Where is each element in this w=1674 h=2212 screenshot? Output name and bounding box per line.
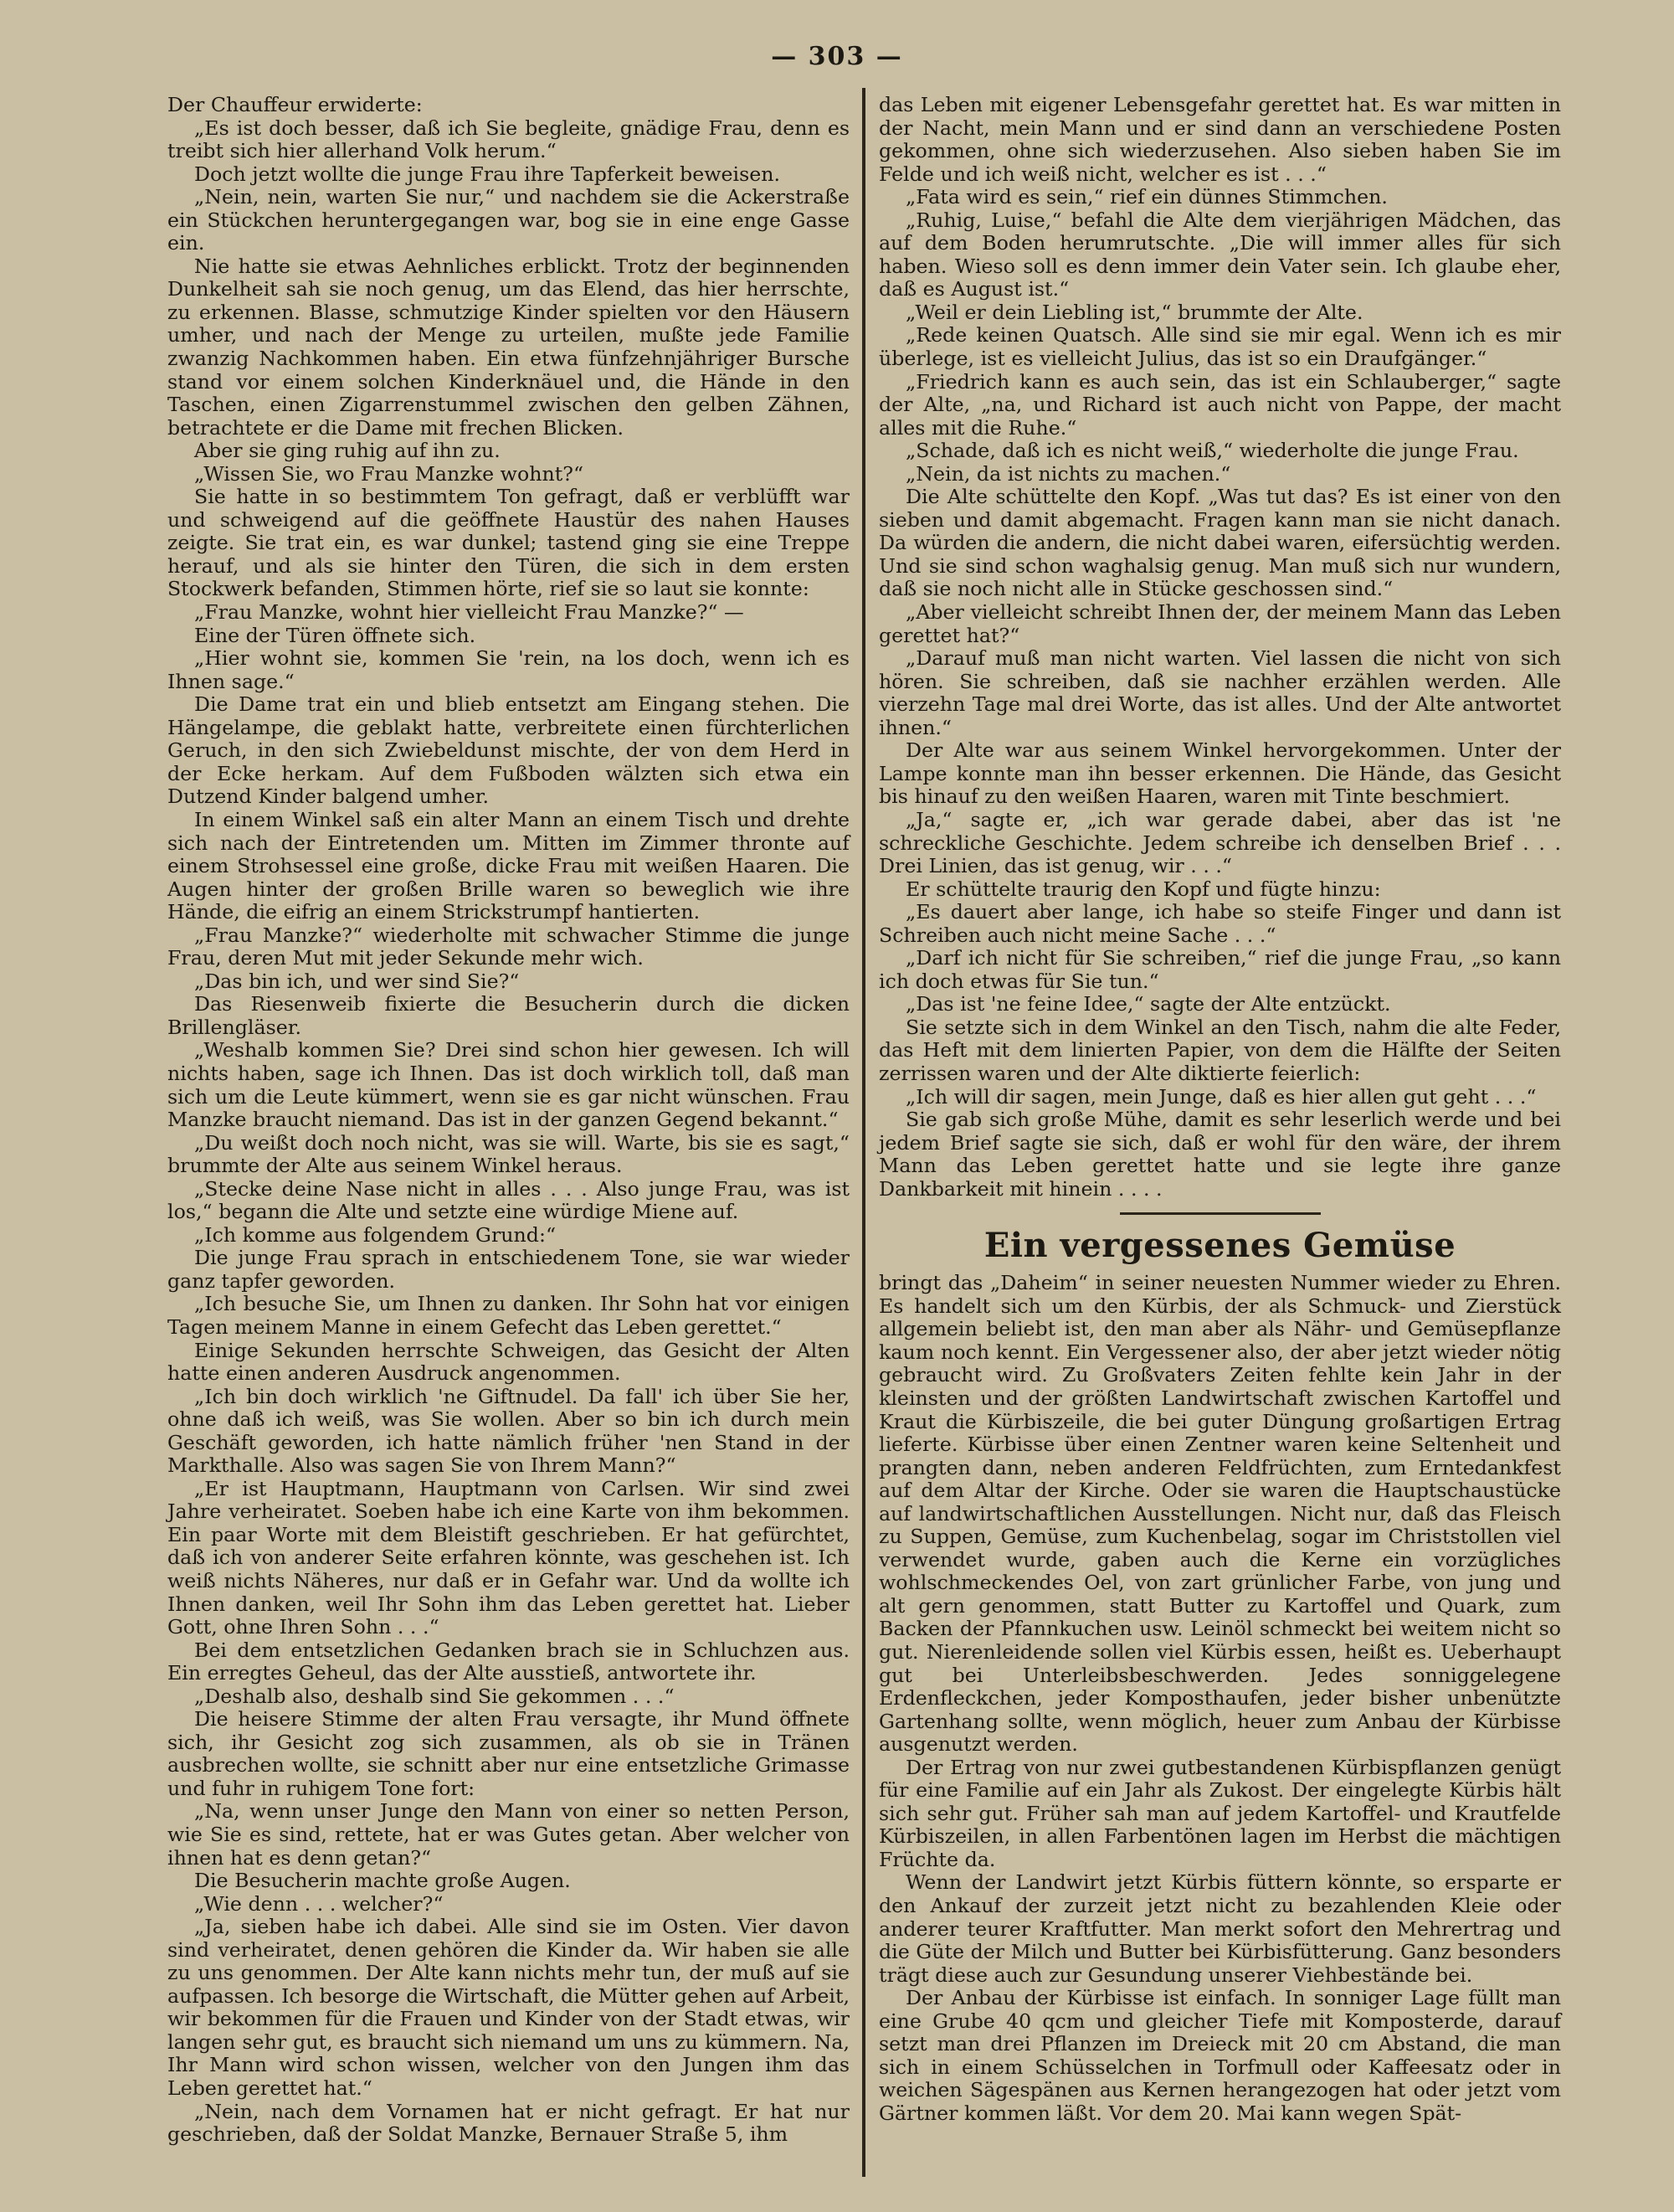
story-paragraph: „Ich komme aus folgendem Grund:“ [194,1222,557,1247]
story-paragraph: „Aber vielleicht schreibt Ihnen der, der meinem Mann das Leben gerettet hat?“ [879,600,1561,647]
story-paragraph: „Nein, nein, warten Sie nur,“ und nachdem sie die Ackerstraße ein Stückchen heruntergegangen war, bog sie in eine enge Gasse ein. [167,185,850,255]
story-paragraph: Nie hatte sie etwas Aehnliches erblickt. Trotz der beginnenden Dunkelheit sah sie noch genug, um das Elend, das hier herrschte, zu erkennen. Blasse, schmutzige Kinder spielten vor den Häusern umher, und nach der Menge zu urteilen, mußte jede Familie zwanzig Nachkommen haben. Ein etwa fünfzehnjähriger Bursche stand vor einem solchen Kinderknäuel und, die Hände in den Taschen, einen Zigarrenstummel zwischen den gelben Zähnen, betrachtete er die Dame mit frechen Blicken. [167,254,850,440]
story-paragraph: Die Alte schüttelte den Kopf. „Was tut das? Es ist einer von den sieben und damit abgemacht. Fragen kann man sie nicht danach. Da würden die andern, die nicht dabei waren, eifersüchtig werden. Und sie sind schon waghalsig genug. Man muß sich nur wundern, daß sie noch nicht alle in Stücke geschossen sind.“ [879,485,1561,601]
story-paragraph: Einige Sekunden herrschte Schweigen, das Gesicht der Alten hatte einen anderen Ausdruck angenommen. [167,1338,850,1386]
story-continuation [879,94,1561,1201]
story-paragraph: Er schüttelte traurig den Kopf und fügte hinzu: [906,877,1381,901]
section-separator [1120,1212,1321,1215]
article-paragraph: Wenn der Landwirt jetzt Kürbis füttern könnte, so ersparte er den Ankauf der zurzeit jetzt nicht zu bezahlenden Kleie oder anderer teurer Kraftfutter. Man merkt sofort den Mehrertrag und die Güte der Milch und Butter bei Kürbisfütterung. Ganz besonders trägt diese auch zur Gesundung unserer Viehbestände bei. [879,1870,1561,1987]
story-paragraph: „Stecke deine Nase nicht in alles . . . Also junge Frau, was ist los,“ begann die Alte und setzte eine würdige Miene auf. [167,1176,850,1224]
story-paragraph: „Es dauert aber lange, ich habe so steife Finger und dann ist Schreiben auch nicht meine Sache . . .“ [879,900,1561,947]
story-column-left [167,94,850,2147]
story-paragraph: „Weshalb kommen Sie? Drei sind schon hier gewesen. Ich will nichts haben, sage ich Ihnen. Das ist doch wirklich toll, daß man sich um die Leute kümmert, wenn sie es gar nicht wünschen. Frau Manzke braucht niemand. Das ist in der ganzen Gegend bekannt.“ [167,1038,850,1132]
story-paragraph: „Wie denn . . . welcher?“ [194,1891,444,1916]
story-paragraph: „Nein, nach dem Vornamen hat er nicht gefragt. Er hat nur geschrieben, daß der Soldat Manzke, Bernauer Straße 5, ihm [167,2099,850,2147]
article-headline: Ein vergessenes Gemüse [983,1226,1456,1266]
story-paragraph: Bei dem entsetzlichen Gedanken brach sie in Schluchzen aus. Ein erregtes Geheul, das der Alte ausstieß, antwortete ihr. [167,1638,850,1685]
story-paragraph: „Er ist Hauptmann, Hauptmann von Carlsen. Wir sind zwei Jahre verheiratet. Soeben habe ich eine Karte von ihm bekommen. Ein paar Worte mit dem Bleistift geschrieben. Er hat gefürchtet, daß ich von anderer Seite erfahren könnte, was geschehen ist. Ich weiß nichts Näheres, nur daß er in Gefahr war. Und da wollte ich Ihnen danken, weil Ihr Sohn ihm das Leben gerettet hat. Lieber Gott, ohne Ihren Sohn . . .“ [167,1476,850,1639]
story-paragraph: „Ja, sieben habe ich dabei. Alle sind sie im Osten. Vier davon sind verheiratet, denen gehören die Kinder da. Wir haben sie alle zu uns genommen. Der Alte kann nichts mehr tun, der muß auf sie aufpassen. Ich besorge die Wirtschaft, die Mütter gehen auf Arbeit, wir bekommen für die Frauen und Kinder von der Stadt etwas, wir langen sehr gut, es braucht sich niemand um uns zu kümmern. Na, Ihr Mann wird schon wissen, welcher von den Jungen ihm das Leben gerettet hat.“ [167,1915,850,2101]
story-paragraph: Der Alte war aus seinem Winkel hervorgekommen. Unter der Lampe konnte man ihn besser erkennen. Die Hände, das Gesicht bis hinauf zu den weißen Haaren, waren mit Tinte beschmiert. [879,738,1561,809]
story-paragraph: „Schade, daß ich es nicht weiß,“ wiederholte die junge Frau. [906,439,1519,463]
page-number: — 303 — [771,42,903,71]
story-paragraph: „Du weißt doch noch nicht, was sie will. Warte, bis sie es sagt,“ brummte der Alte aus seinem Winkel heraus. [167,1130,850,1178]
story-paragraph: Aber sie ging ruhig auf ihn zu. [194,439,501,463]
story-column-right [879,94,1561,2125]
column-rule [862,88,865,2177]
story-paragraph: „Wissen Sie, wo Frau Manzke wohnt?“ [194,461,584,486]
story-paragraph: Sie hatte in so bestimmtem Ton gefragt, daß er verblüfft war und schweigend auf die geöffnete Haustür des nahen Hauses zeigte. Sie trat ein, es war dunkel; tastend ging sie eine Treppe herauf, und als sie hinter den Türen, die sich in dem ersten Stockwerk befanden, Stimmen hörte, rief sie so laut sie konnte: [167,485,850,601]
story-paragraph: Die Dame trat ein und blieb entsetzt am Eingang stehen. Die Hängelampe, die geblakt hatte, verbreitete einen fürchterlichen Geruch, in den sich Zwiebeldunst mischte, der von dem Herd in der Ecke herkam. Auf dem Fußboden wälzten sich etwa ein Dutzend Kinder balgend umher. [167,692,850,809]
story-paragraph: „Ich bin doch wirklich 'ne Giftnudel. Da fall' ich über Sie her, ohne daß ich weiß, was Sie wollen. Aber so bin ich durch mein Geschäft geworden, ich hatte nämlich früher 'nen Stand in der Markthalle. Also was sagen Sie von Ihrem Mann?“ [167,1384,850,1478]
article-paragraph: bringt das „Daheim“ in seiner neuesten Nummer wieder zu Ehren. Es handelt sich um den Kürbis, der als Schmuck- und Zierstück allgemein beliebt ist, den man aber als Nähr- und Gemüsepflanze kaum noch kennt. Ein Vergessener also, der aber jetzt wieder nötig gebraucht wird. Zu Großvaters Zeiten fehlte kein Jahr in der kleinsten und der größten Landwirtschaft zwischen Kartoffel und Kraut die Kürbiszeile, die bei guter Düngung großartigen Ertrag lieferte. Kürbisse über einen Zentner waren keine Seltenheit und prangten dann, neben anderen Feldfrüchten, zum Erntedankfest auf dem Altar der Kirche. Oder sie waren die Hauptschaustücke auf landwirtschaftlichen Ausstellungen. Nicht nur, daß das Fleisch zu Suppen, Gemüse, zum Kuchenbelag, sogar im Christstollen viel verwendet wurde, gaben auch die Kerne ein vorzügliches wohlschmeckendes Oel, von zart grünlicher Farbe, von jung und alt gern genommen, statt Butter zu Kartoffel und Quark, zum Backen der Pfannkuchen usw. Leinöl schmeckt bei weitem nicht so gut. Nierenleidende sollen viel Kürbis essen, heißt es. Ueberhaupt gut bei Unterleibsbeschwerden. Jedes sonniggelegene Erdenfleckchen, jeder Komposthaufen, jeder bisher unbenützte Gartenhang sollte, wenn möglich, heuer zum Anbau der Kürbisse ausgenutzt werden. [879,1271,1561,1757]
story-paragraph: „Frau Manzke, wohnt hier vielleicht Frau Manzke?“ — [194,600,744,625]
story-paragraph: „Darf ich nicht für Sie schreiben,“ rief die junge Frau, „so kann ich doch etwas für Sie tun.“ [879,946,1561,993]
story-paragraph: „Deshalb also, deshalb sind Sie gekommen . . .“ [194,1684,675,1708]
story-paragraph: Eine der Türen öffnete sich. [194,623,476,647]
story-paragraph: „Rede keinen Quatsch. Alle sind sie mir egal. Wenn ich es mir überlege, ist es vielleicht Julius, das ist so ein Draufgänger.“ [879,323,1561,371]
story-paragraph: „Fata wird es sein,“ rief ein dünnes Stimmchen. [906,185,1388,209]
story-paragraph: „Nein, da ist nichts zu machen.“ [906,461,1231,486]
story-paragraph: Sie setzte sich in dem Winkel an den Tisch, nahm die alte Feder, das Heft mit dem linierten Papier, von dem die Hälfte der Seiten zerrissen waren und der Alte diktierte feierlich: [879,1015,1561,1085]
story-paragraph: Die heisere Stimme der alten Frau versagte, ihr Mund öffnete sich, ihr Gesicht zog sich zusammen, als ob sie in Tränen ausbrechen wollte, sie schnitt aber nur eine entsetzliche Grimasse und fuhr in ruhigem Tone fort: [167,1707,850,1800]
story-paragraph: Doch jetzt wollte die junge Frau ihre Tapferkeit beweisen. [194,162,781,186]
article-body [879,1272,1561,2125]
story-paragraph: Sie gab sich große Mühe, damit es sehr leserlich werde und bei jedem Brief sagte sie sich, daß er wohl für den wäre, der ihrem Mann das Leben gerettet hatte und sie legte ihre ganze Dankbarkeit mit hinein . . . . [879,1108,1561,1201]
article-paragraph: Der Ertrag von nur zwei gutbestandenen Kürbispflanzen genügt für eine Familie auf ein Jahr als Zukost. Der eingelegte Kürbis hält sich sehr gut. Früher sah man auf jedem Kartoffel- und Krautfelde Kürbiszeilen, in allen Farbentönen lagen im Herbst die mächtigen Früchte da. [879,1755,1561,1871]
story-paragraph: „Ich besuche Sie, um Ihnen zu danken. Ihr Sohn hat vor einigen Tagen meinem Manne in einem Gefecht das Leben gerettet.“ [167,1292,850,1339]
story-paragraph: „Es ist doch besser, daß ich Sie begleite, gnädige Frau, denn es treibt sich hier allerhand Volk herum.“ [167,116,850,163]
story-paragraph: „Das bin ich, und wer sind Sie?“ [194,969,520,993]
story-paragraph: Die junge Frau sprach in entschiedenem Tone, sie war wieder ganz tapfer geworden. [167,1246,850,1293]
story-paragraph: „Das ist 'ne feine Idee,“ sagte der Alte entzückt. [906,992,1391,1016]
story-paragraph: das Leben mit eigener Lebensgefahr gerettet hat. Es war mitten in der Nacht, mein Mann und er sind dann an verschiedene Posten gekommen, ohne sich wiederzusehen. Also sieben haben Sie im Felde und ich weiß nicht, welcher es ist . . .“ [879,93,1561,186]
story-paragraph: Die Besucherin machte große Augen. [194,1869,571,1893]
story-paragraph: „Frau Manzke?“ wiederholte mit schwacher Stimme die junge Frau, deren Mut mit jeder Sekunde mehr wich. [167,923,850,970]
story-paragraph: „Ruhig, Luise,“ befahl die Alte dem vierjährigen Mädchen, das auf dem Boden herumrutschte. „Die will immer alles für sich haben. Wieso soll es denn immer dein Vater sein. Ich glaube eher, daß es August ist.“ [879,208,1561,301]
story-paragraph: „Weil er dein Liebling ist,“ brummte der Alte. [906,300,1363,324]
story-paragraph: In einem Winkel saß ein alter Mann an einem Tisch und drehte sich nach der Eintretenden um. Mitten im Zimmer thronte auf einem Strohsessel eine große, dicke Frau mit weißen Haaren. Die Augen hinter der großen Brille waren so beweglich wie ihre Hände, die eifrig an einem Strickstrumpf hantierten. [167,807,850,924]
story-paragraph: „Friedrich kann es auch sein, das ist ein Schlauberger,“ sagte der Alte, „na, und Richard ist auch nicht von Pappe, der macht alles mit die Ruhe.“ [879,369,1561,440]
story-paragraph: „Darauf muß man nicht warten. Viel lassen die nicht von sich hören. Sie schreiben, daß sie nachher erzählen werden. Alle vierzehn Tage mal drei Worte, das ist alles. Und der Alte antwortet ihnen.“ [879,646,1561,739]
story-paragraph: „Na, wenn unser Junge den Mann von einer so netten Person, wie Sie es sind, rettete, hat er was Gutes getan. Aber welcher von ihnen hat es denn getan?“ [167,1799,850,1870]
story-paragraph: Der Chauffeur erwiderte: [167,93,423,116]
story-paragraph: Das Riesenweib fixierte die Besucherin durch die dicken Brillengläser. [167,992,850,1039]
article-paragraph: Der Anbau der Kürbisse ist einfach. In sonniger Lage füllt man eine Grube 40 qcm und gleicher Tiefe mit Komposterde, darauf setzt man drei Pflanzen im Dreieck mit 20 cm Abstand, die man sich in einem Schüsselchen in Torfmull oder Kaffeesatz oder in weichen Sägespänen aus Kernen herangezogen hat oder jetzt vom Gärtner kommen läßt. Vor dem 20. Mai kann wegen Spät- [879,1986,1561,2125]
story-paragraph: „Ja,“ sagte er, „ich war gerade dabei, aber das ist 'ne schreckliche Geschichte. Jedem schreibe ich denselben Brief . . . Drei Linien, das ist genug, wir . . .“ [879,807,1561,878]
story-paragraph: „Hier wohnt sie, kommen Sie 'rein, na los doch, wenn ich es Ihnen sage.“ [167,646,850,693]
story-paragraph: „Ich will dir sagen, mein Junge, daß es hier allen gut geht . . .“ [906,1084,1537,1109]
